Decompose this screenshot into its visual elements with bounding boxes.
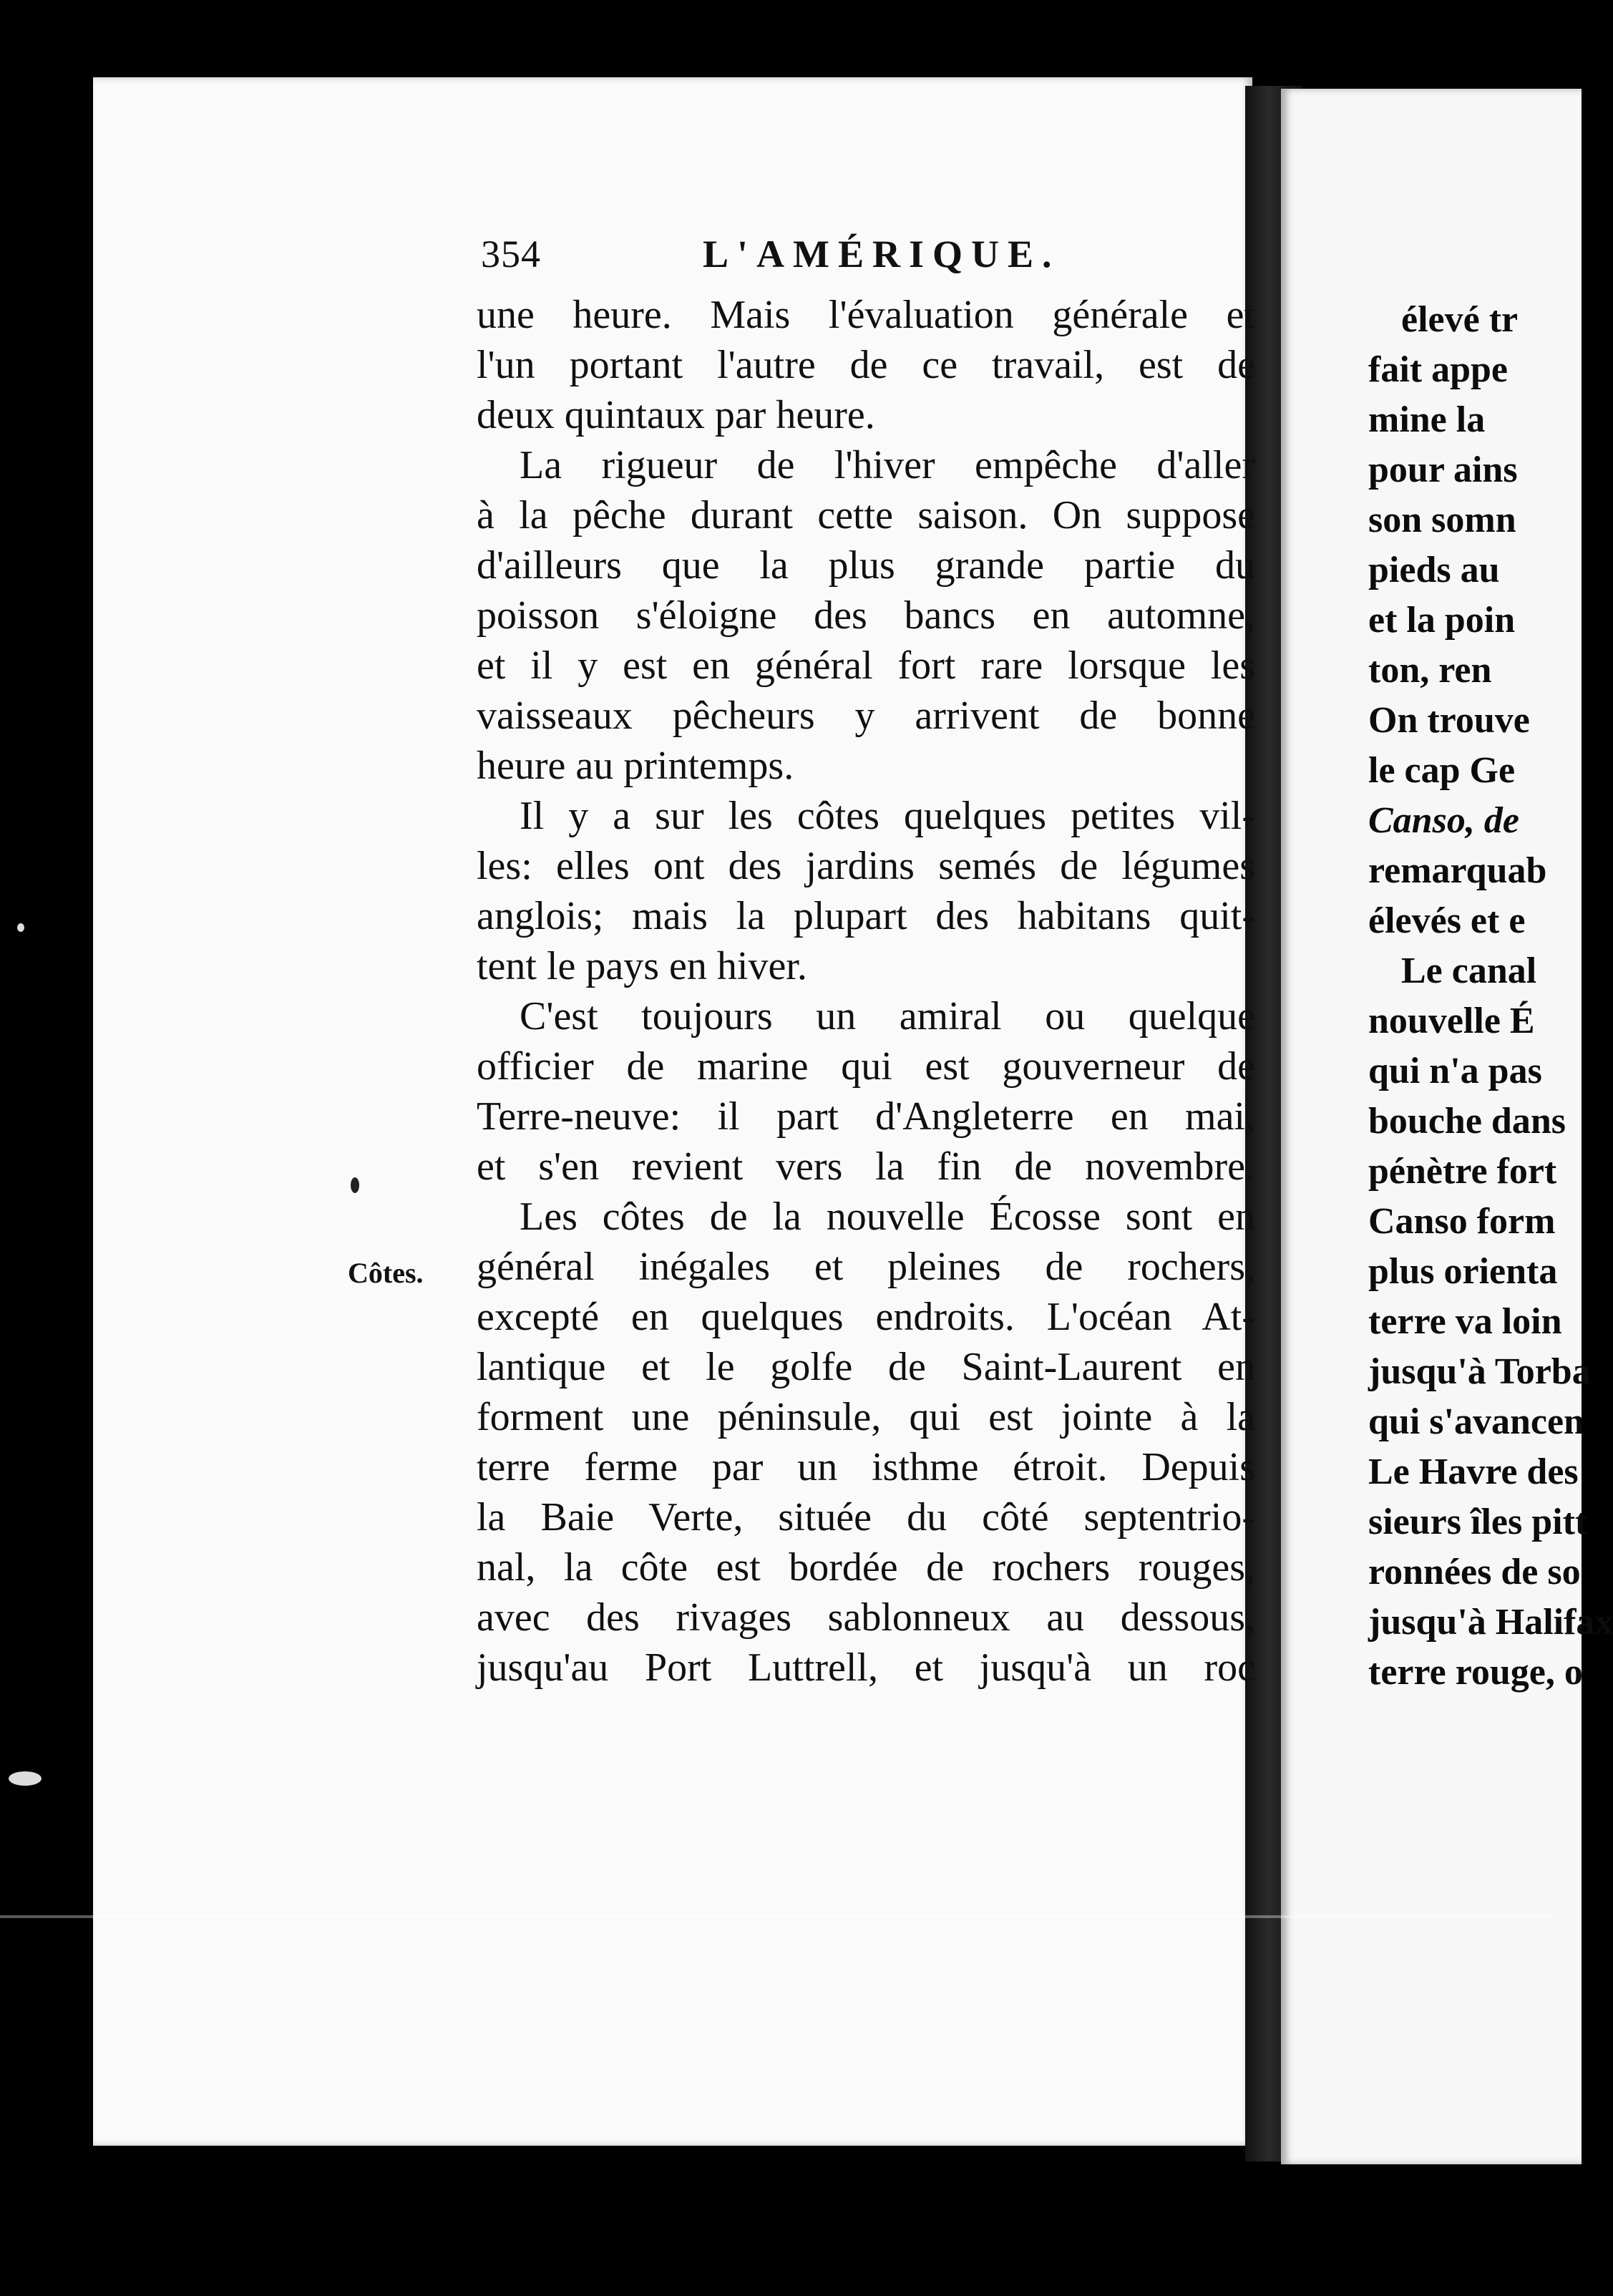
page-header — [481, 229, 1261, 293]
text-line: qui s'avancen — [1368, 1401, 1584, 1442]
text-line: Terre-neuve: il part d'Angleterre en mai, — [477, 1094, 1255, 1139]
text-line: qui n'a pas — [1368, 1051, 1542, 1091]
text-line: et il y est en général fort rare lorsque les — [477, 643, 1255, 688]
text-line: C'est toujours un amiral ou quelque — [520, 994, 1255, 1038]
scan-speck — [351, 1177, 359, 1193]
text-line: jusqu'à Halifax — [1368, 1602, 1613, 1643]
text-line: La rigueur de l'hiver empêche d'aller — [520, 443, 1255, 487]
text-line: la Baie Verte, située du côté septentrio- — [477, 1495, 1255, 1539]
text-line: vaisseaux pêcheurs y arrivent de bonne — [477, 694, 1255, 738]
text-line: Canso, de — [1368, 800, 1519, 841]
text-line: le cap Ge — [1368, 750, 1516, 791]
main-text-column — [477, 290, 1255, 1693]
text-line: d'ailleurs que la plus grande partie du — [477, 543, 1255, 588]
text-line: terre rouge, o — [1368, 1652, 1583, 1693]
text-line: pieds au — [1368, 550, 1500, 590]
text-line: l'un portant l'autre de ce travail, est de — [477, 343, 1255, 387]
scan-speck — [17, 923, 24, 932]
text-line: à la pêche durant cette saison. On suppose — [477, 493, 1255, 537]
text-line: pénètre fort — [1368, 1151, 1557, 1192]
text-line: anglois; mais la plupart des habitans quit- — [477, 894, 1255, 938]
right-page-text-column — [1368, 295, 1613, 1698]
text-line: son somn — [1368, 500, 1516, 540]
text-line: terre va loin — [1368, 1301, 1562, 1342]
text-line: une heure. Mais l'évaluation générale et — [477, 293, 1255, 337]
text-line: mine la — [1368, 399, 1486, 440]
text-line: pour ains — [1368, 449, 1518, 490]
text-line: nouvelle É — [1368, 1001, 1535, 1041]
text-line: fait appe — [1368, 349, 1508, 390]
scan-speck — [9, 1771, 42, 1786]
text-line: ton, ren — [1368, 650, 1492, 691]
page-number: 354 — [481, 233, 541, 276]
text-line: et s'en revient vers la fin de novembre. — [477, 1144, 1255, 1189]
text-line: Les côtes de la nouvelle Écosse sont en — [520, 1195, 1255, 1239]
text-line: général inégales et pleines de rochers, — [477, 1245, 1255, 1289]
text-line: avec des rivages sablonneux au dessous, — [477, 1595, 1255, 1640]
text-line: forment une péninsule, qui est jointe à la — [477, 1395, 1255, 1439]
text-line: jusqu'à Torba — [1368, 1351, 1591, 1392]
text-line: lantique et le golfe de Saint-Laurent en — [477, 1345, 1255, 1389]
text-line: ronnées de so — [1368, 1552, 1581, 1592]
text-line: jusqu'au Port Luttrell, et jusqu'à un roc — [477, 1645, 1255, 1690]
text-line: heure au printemps. — [477, 744, 794, 788]
text-line: les: elles ont des jardins semés de légumes — [477, 844, 1255, 888]
text-line: On trouve — [1368, 700, 1530, 741]
text-line: deux quintaux par heure. — [477, 393, 875, 437]
text-line: plus orienta — [1368, 1251, 1558, 1292]
text-line: officier de marine qui est gouverneur de — [477, 1044, 1255, 1089]
text-line: remarquab — [1368, 850, 1547, 891]
text-line: Il y a sur les côtes quelques petites vil- — [520, 794, 1255, 838]
text-line: excepté en quelques endroits. L'océan At- — [477, 1295, 1255, 1339]
text-line: sieurs îles pitt — [1368, 1502, 1588, 1542]
text-line: terre ferme par un isthme étroit. Depuis — [477, 1445, 1255, 1489]
margin-note: Côtes. — [348, 1257, 424, 1289]
text-line: Le canal — [1401, 950, 1537, 991]
text-line: poisson s'éloigne des bancs en automne, — [477, 593, 1255, 638]
scan-artifact-line — [0, 1915, 1557, 1918]
text-line: tent le pays en hiver. — [477, 944, 807, 988]
text-line: et la poin — [1368, 600, 1516, 641]
text-line: élevés et e — [1368, 900, 1526, 941]
running-title: L'AMÉRIQUE. — [703, 233, 1061, 276]
text-line: élevé tr — [1401, 299, 1519, 340]
text-line: Canso form — [1368, 1201, 1556, 1242]
text-line: bouche dans — [1368, 1101, 1566, 1142]
text-line: Le Havre des — [1368, 1451, 1579, 1492]
text-line: nal, la côte est bordée de rochers rouges, — [477, 1545, 1255, 1590]
